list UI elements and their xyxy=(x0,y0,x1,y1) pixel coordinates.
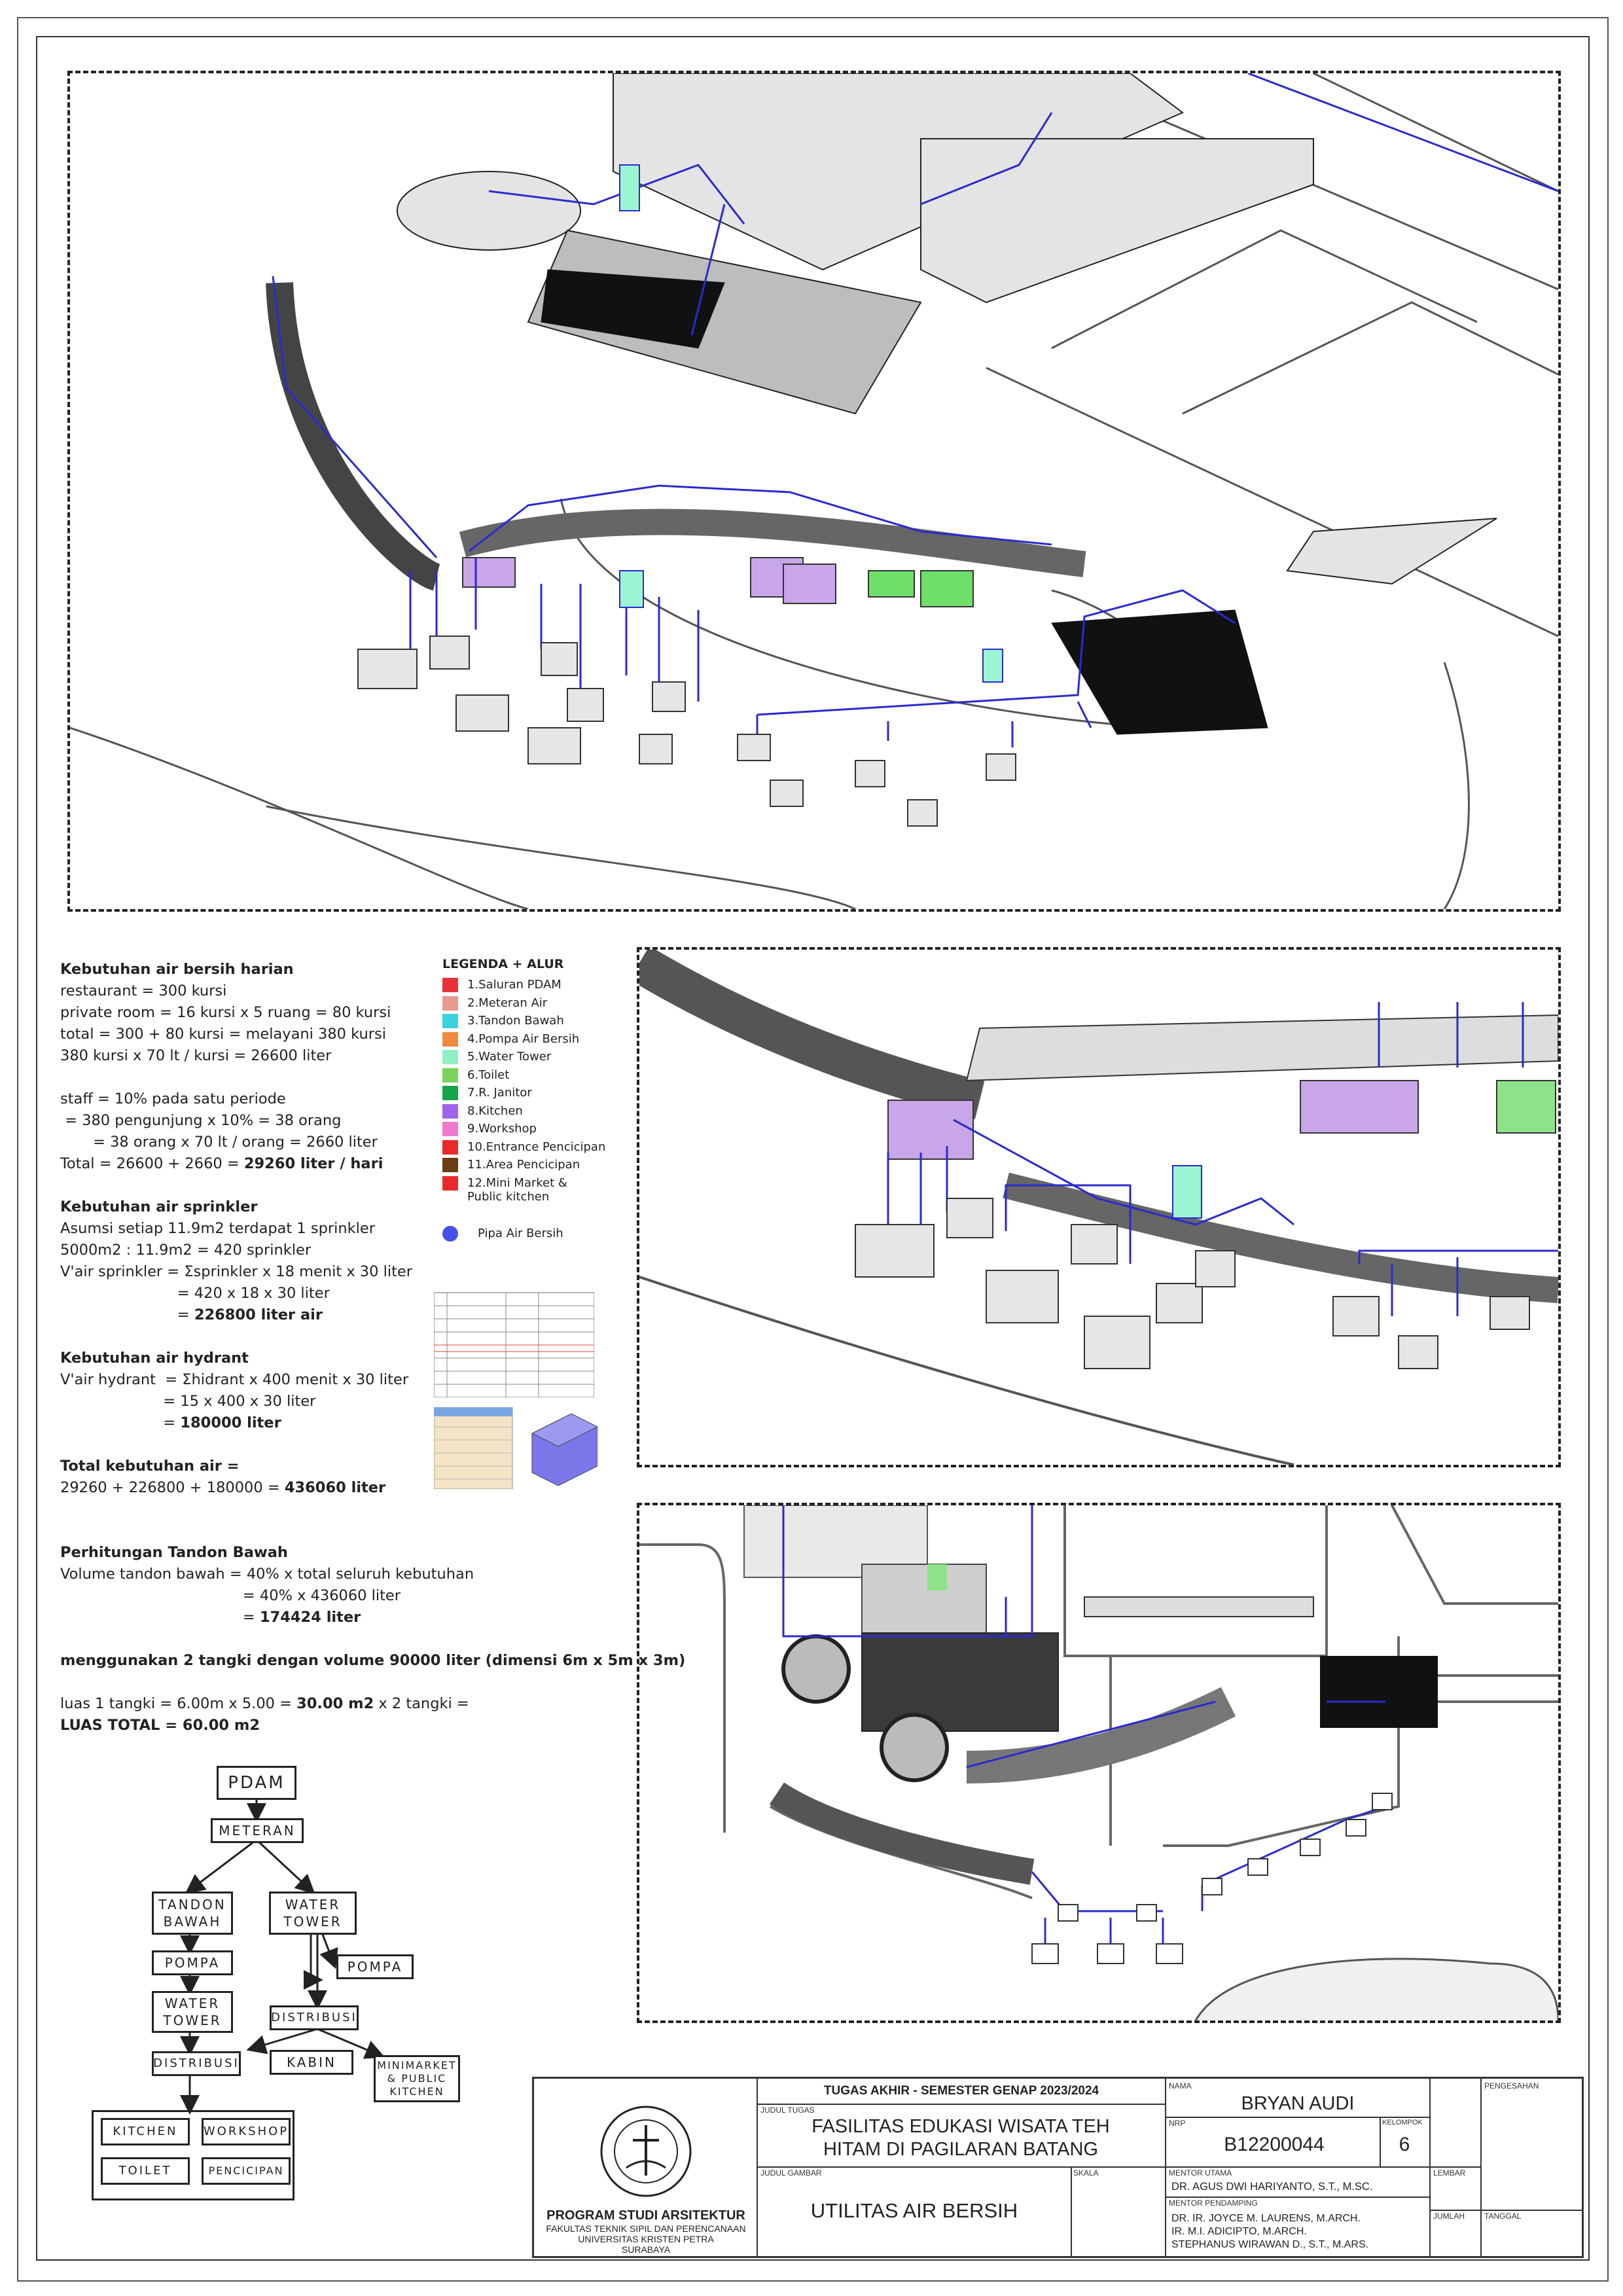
legend-label: 5.Water Tower xyxy=(467,1050,552,1064)
tb-judul-gambar: UTILITAS AIR BERSIH xyxy=(810,2199,1018,2222)
legend-label: 12.Mini Market & Public kitchen xyxy=(467,1175,567,1204)
tb-tanggal-label: TANGGAL xyxy=(1484,2212,1522,2221)
legend-item xyxy=(442,1086,613,1104)
legend-item xyxy=(442,1158,613,1176)
calc-gap xyxy=(60,1672,610,1693)
tb-program: PROGRAM STUDI ARSITEKTUR xyxy=(546,2208,745,2223)
legend-item xyxy=(442,978,613,996)
road-edge xyxy=(1444,662,1469,909)
tb-institution xyxy=(534,2079,758,2256)
legend-label: 9.Workshop xyxy=(467,1122,537,1136)
flow-toilet: TOILET xyxy=(101,2157,190,2185)
cabin xyxy=(528,728,580,764)
flow-distribusi-2: DISTRIBUSI xyxy=(270,2005,359,2030)
tb-mentor-utama-label: MENTOR UTAMA xyxy=(1169,2168,1232,2178)
reference-table-image xyxy=(434,1280,594,1397)
calc-line xyxy=(60,1564,610,1585)
road-edge xyxy=(1313,73,1558,191)
cabin xyxy=(358,649,417,689)
pond xyxy=(1196,1959,1558,2020)
legend-swatch xyxy=(442,1014,458,1028)
round-tower-plan xyxy=(882,1715,947,1780)
tb-project xyxy=(758,2079,1166,2256)
legend-label: 10.Entrance Pencicipan xyxy=(467,1139,606,1154)
water-flow-diagram xyxy=(92,1761,478,2206)
cabin xyxy=(430,636,469,669)
cabin xyxy=(1097,1944,1124,1964)
calc-text: = 40% x 436060 liter xyxy=(60,1587,401,1604)
legend-label: 4.Pompa Air Bersih xyxy=(467,1031,580,1046)
calc-text: LUAS TOTAL = 60.00 m2 xyxy=(60,1717,260,1734)
calc-result: 29260 liter / hari xyxy=(243,1155,383,1172)
cabin xyxy=(1156,1944,1183,1964)
legend-item xyxy=(442,996,613,1014)
flow-kitchen: KITCHEN xyxy=(101,2118,190,2145)
calc-gap xyxy=(60,1628,610,1650)
calc-result: 180000 liter xyxy=(180,1414,281,1431)
site-plan-drawing xyxy=(639,1505,1558,2020)
tank-reference-image xyxy=(434,1407,597,1489)
kitchen-zone xyxy=(1300,1081,1418,1133)
cabin-group xyxy=(1032,1793,1392,1964)
flow-minimarket: MINIMARKET & PUBLIC KITCHEN xyxy=(374,2055,460,2102)
flow-distribusi-1: DISTRIBUSI xyxy=(152,2051,241,2076)
cabin xyxy=(1399,1336,1438,1369)
cabin xyxy=(1032,1944,1058,1964)
calc-line xyxy=(60,1715,610,1736)
legend-swatch xyxy=(442,1104,458,1119)
legend-swatch xyxy=(442,1140,458,1155)
curved-walkway xyxy=(639,963,980,1100)
tb-student xyxy=(1166,2079,1431,2256)
water-tower-icon xyxy=(620,165,639,211)
flow-tandon-bawah: TANDON BAWAH xyxy=(152,1892,233,1935)
tb-judul-tugas: FASILITAS EDUKASI WISATA TEH HITAM DI PAGILARAN BATANG xyxy=(812,2116,1110,2160)
building-plan xyxy=(862,1564,986,1643)
flow-pencicipan: PENCICIPAN xyxy=(202,2157,291,2185)
calc-line xyxy=(60,1693,610,1715)
calc-text: = xyxy=(60,1414,181,1431)
water-tower-icon xyxy=(620,571,643,607)
tb-nrp-label: NRP xyxy=(1169,2119,1186,2128)
cabin xyxy=(738,734,770,761)
tb-lembar-label: LEMBAR xyxy=(1433,2168,1466,2178)
legend-swatch xyxy=(442,1122,458,1136)
legend-label: 1.Saluran PDAM xyxy=(467,978,562,992)
legend-item xyxy=(442,1032,613,1050)
road-edge xyxy=(639,1545,724,1833)
cabin xyxy=(1202,1878,1222,1895)
cabin xyxy=(1300,1839,1320,1856)
round-tower-plan xyxy=(783,1636,849,1702)
cabin xyxy=(1196,1251,1235,1287)
tb-kelompok: 6 xyxy=(1399,2134,1410,2155)
legend-swatch xyxy=(442,1158,458,1172)
legend-swatch xyxy=(442,996,458,1011)
cabin xyxy=(1137,1905,1156,1921)
isometric-main-drawing xyxy=(70,73,1558,909)
calc-text: = xyxy=(60,1609,260,1626)
calc-line xyxy=(60,1542,610,1564)
legend-swatch xyxy=(442,1176,458,1191)
tb-skala-label: SKALA xyxy=(1073,2168,1099,2178)
legend-swatch xyxy=(442,1086,458,1100)
water-tower-icon xyxy=(1173,1166,1202,1218)
cabin xyxy=(855,1225,934,1277)
cabin xyxy=(1490,1297,1529,1329)
tb-city: SURABAYA xyxy=(621,2244,671,2255)
calc-line xyxy=(60,1607,610,1628)
cabin xyxy=(1372,1793,1392,1810)
water-tower-icon xyxy=(983,649,1003,682)
tb-mentor-utama: DR. AGUS DWI HARIYANTO, S.T., M.SC. xyxy=(1171,2181,1373,2193)
tb-faculty: FAKULTAS TEKNIK SIPIL DAN PERENCANAAN xyxy=(546,2223,746,2234)
kitchen-zone xyxy=(888,1100,973,1159)
calc-text: = 380 pengunjung x 10% = 38 orang xyxy=(60,1112,342,1129)
tb-semester: TUGAS AKHIR - SEMESTER GENAP 2023/2024 xyxy=(823,2084,1099,2098)
cabin xyxy=(1248,1859,1268,1875)
calc-line xyxy=(60,1650,686,1672)
building-plan xyxy=(862,1633,1058,1731)
legend-item xyxy=(442,1104,613,1122)
legend-item xyxy=(442,1140,613,1158)
toilet-zone xyxy=(921,571,973,607)
calc-text: private room = 16 kursi x 5 ruang = 80 kursi xyxy=(60,1004,391,1021)
legend-item xyxy=(442,1176,613,1210)
calc-result: 174424 liter xyxy=(259,1609,361,1626)
tb-nama-label: NAMA xyxy=(1169,2081,1192,2090)
curved-walkway xyxy=(279,283,437,577)
legend-label: 6.Toilet xyxy=(467,1067,510,1082)
legend-title: LEGENDA + ALUR xyxy=(442,957,564,971)
parking-canopy xyxy=(1084,1597,1313,1617)
cabin xyxy=(1333,1297,1379,1336)
tb-pengesahan-label: PENGESAHAN xyxy=(1484,2081,1539,2090)
isometric-detail-drawing xyxy=(639,950,1558,1465)
legend-items xyxy=(442,978,613,1210)
calc-text: Total kebutuhan air = xyxy=(60,1458,240,1475)
toilet-zone xyxy=(1497,1081,1556,1133)
legend-pipe xyxy=(442,1226,613,1242)
tb-nama: BRYAN AUDI xyxy=(1241,2093,1355,2114)
cabin xyxy=(652,682,685,711)
tb-nrp: B12200044 xyxy=(1224,2134,1325,2155)
road-edge xyxy=(70,728,528,909)
legend xyxy=(442,957,613,1242)
cabin xyxy=(541,643,577,675)
pipe-dot-icon xyxy=(442,1226,458,1242)
calc-text: Total = 26600 + 2660 = xyxy=(60,1155,244,1172)
legend-item xyxy=(442,1068,613,1086)
flow-meteran: METERAN xyxy=(211,1818,304,1843)
tb-mentor-pendamping-label: MENTOR PENDAMPING xyxy=(1169,2198,1258,2208)
calc-gap xyxy=(60,1520,610,1542)
tb-mentor-pendamping-1: DR. IR. JOYCE M. LAURENS, M.ARCH. xyxy=(1171,2213,1361,2224)
calc-text: = xyxy=(60,1306,194,1323)
legend-label: 7.R. Janitor xyxy=(467,1086,532,1100)
kitchen-zone xyxy=(463,558,515,587)
cabin xyxy=(986,1270,1058,1323)
cabin xyxy=(855,761,885,787)
calc-text: = 15 x 400 x 30 liter xyxy=(60,1393,316,1410)
calc-text: menggunakan 2 tangki dengan volume 90000 liter (dimensi 6m x 5m x 3m) xyxy=(60,1652,686,1669)
tb-mentor-pendamping-2: IR. M.I. ADICIPTO, M.ARCH. xyxy=(1171,2226,1307,2237)
legend-swatch xyxy=(442,1032,458,1047)
calc-gap xyxy=(60,1499,610,1520)
calc-text: Kebutuhan air hydrant xyxy=(60,1350,249,1367)
tb-judul-gambar-label: JUDUL GAMBAR xyxy=(760,2168,822,2178)
calc-text: staff = 10% pada satu periode xyxy=(60,1090,286,1107)
calc-text: x 2 tangki = xyxy=(374,1695,469,1712)
calc-text: = 38 orang x 70 lt / orang = 2660 liter xyxy=(60,1134,378,1151)
side-canopy xyxy=(1287,518,1497,584)
calc-text: Perhitungan Tandon Bawah xyxy=(60,1544,288,1561)
cabin xyxy=(1084,1316,1150,1369)
tb-kelompok-label: KELOMPOK xyxy=(1382,2119,1423,2126)
calc-result: 30.00 m2 xyxy=(296,1695,374,1712)
flow-pdam: PDAM xyxy=(217,1766,296,1800)
calc-text: Kebutuhan air bersih harian xyxy=(60,961,294,978)
calc-text: Asumsi setiap 11.9m2 terdapat 1 sprinkler xyxy=(60,1220,376,1237)
road-edge xyxy=(1183,302,1558,414)
calc-text: 5000m2 : 11.9m2 = 420 sprinkler xyxy=(60,1242,312,1259)
tb-jumlah-label: JUMLAH xyxy=(1433,2212,1465,2221)
isometric-main-view xyxy=(67,71,1561,912)
calc-text: 380 kursi x 70 lt / kursi = 26600 liter xyxy=(60,1047,332,1064)
calc-text: restaurant = 300 kursi xyxy=(60,982,227,999)
cabin xyxy=(1071,1225,1117,1264)
tb-university: UNIVERSITAS KRISTEN PETRA xyxy=(578,2234,714,2244)
canopy-roof xyxy=(967,1015,1558,1081)
road-edge xyxy=(1392,1505,1558,1604)
legend-swatch xyxy=(442,978,458,992)
cabin xyxy=(947,1198,993,1238)
cabin xyxy=(1346,1820,1366,1836)
tb-judul-tugas-label: JUDUL TUGAS xyxy=(760,2106,815,2115)
cabin xyxy=(770,780,803,806)
tb-approval xyxy=(1482,2079,1582,2256)
flow-workshop: WORKSHOP xyxy=(202,2118,291,2145)
toilet-zone xyxy=(868,571,914,597)
cabin xyxy=(1156,1283,1202,1323)
calc-text: V'air hydrant = Σhidrant x 400 menit x 30 liter xyxy=(60,1371,409,1388)
black-building xyxy=(541,270,724,348)
calc-result: 226800 liter air xyxy=(194,1306,323,1323)
legend-item xyxy=(442,1050,613,1068)
calc-line xyxy=(60,1240,610,1261)
kitchen-zone xyxy=(783,564,836,603)
road-edge xyxy=(1065,1505,1327,1656)
calc-text: total = 300 + 80 kursi = melayani 380 kursi xyxy=(60,1026,386,1043)
cabin-group xyxy=(358,636,1016,826)
calc-text: V'air sprinkler = Σsprinkler x 18 menit x 30 liter xyxy=(60,1263,412,1280)
calc-text: = 420 x 18 x 30 liter xyxy=(60,1285,330,1302)
tb-mentor-pendamping-3: STEPHANUS WIRAWAN D., S.T., M.ARS. xyxy=(1171,2239,1369,2250)
legend-item xyxy=(442,1122,613,1140)
university-seal-icon xyxy=(597,2102,695,2200)
calc-text: 29260 + 226800 + 180000 = xyxy=(60,1479,285,1496)
flow-water-tower-2: WATER TOWER xyxy=(152,1991,233,2033)
round-tower xyxy=(397,171,580,250)
tasting-area-plan xyxy=(1320,1656,1438,1728)
legend-label: 2.Meteran Air xyxy=(467,996,548,1010)
cabin xyxy=(567,689,603,721)
cabin xyxy=(986,754,1016,780)
calc-text: luas 1 tangki = 6.00m x 5.00 = xyxy=(60,1695,297,1712)
isometric-detail-view xyxy=(637,947,1561,1467)
cabin xyxy=(1058,1905,1078,1921)
toilet-zone xyxy=(927,1564,947,1590)
flow-pompa-2: POMPA xyxy=(336,1954,414,1979)
legend-item xyxy=(442,1014,613,1032)
cabin xyxy=(908,800,937,826)
tb-sheet-info xyxy=(1431,2079,1482,2256)
calc-text: Kebutuhan air sprinkler xyxy=(60,1198,258,1215)
road-edge xyxy=(266,806,855,909)
legend-swatch xyxy=(442,1068,458,1083)
calc-text: Volume tandon bawah = 40% x total seluruh kebutuhan xyxy=(60,1566,474,1583)
flow-water-tower-1: WATER TOWER xyxy=(269,1892,357,1935)
cabin xyxy=(639,734,672,764)
flow-pompa-1: POMPA xyxy=(152,1950,233,1975)
flow-kabin: KABIN xyxy=(270,2050,353,2075)
title-block xyxy=(532,2077,1584,2258)
cabin xyxy=(456,695,508,731)
calc-result: 436060 liter xyxy=(284,1479,386,1496)
legend-label: 8.Kitchen xyxy=(467,1103,523,1118)
legend-pipe-label: Pipa Air Bersih xyxy=(478,1227,563,1240)
legend-swatch xyxy=(442,1050,458,1064)
curved-walkway-plan xyxy=(777,1793,1032,1872)
legend-label: 11.Area Pencicipan xyxy=(467,1158,580,1172)
site-plan-view xyxy=(637,1503,1561,2023)
long-building xyxy=(921,139,1313,302)
legend-label: 3.Tandon Bawah xyxy=(467,1014,564,1028)
calc-line xyxy=(60,1585,610,1607)
